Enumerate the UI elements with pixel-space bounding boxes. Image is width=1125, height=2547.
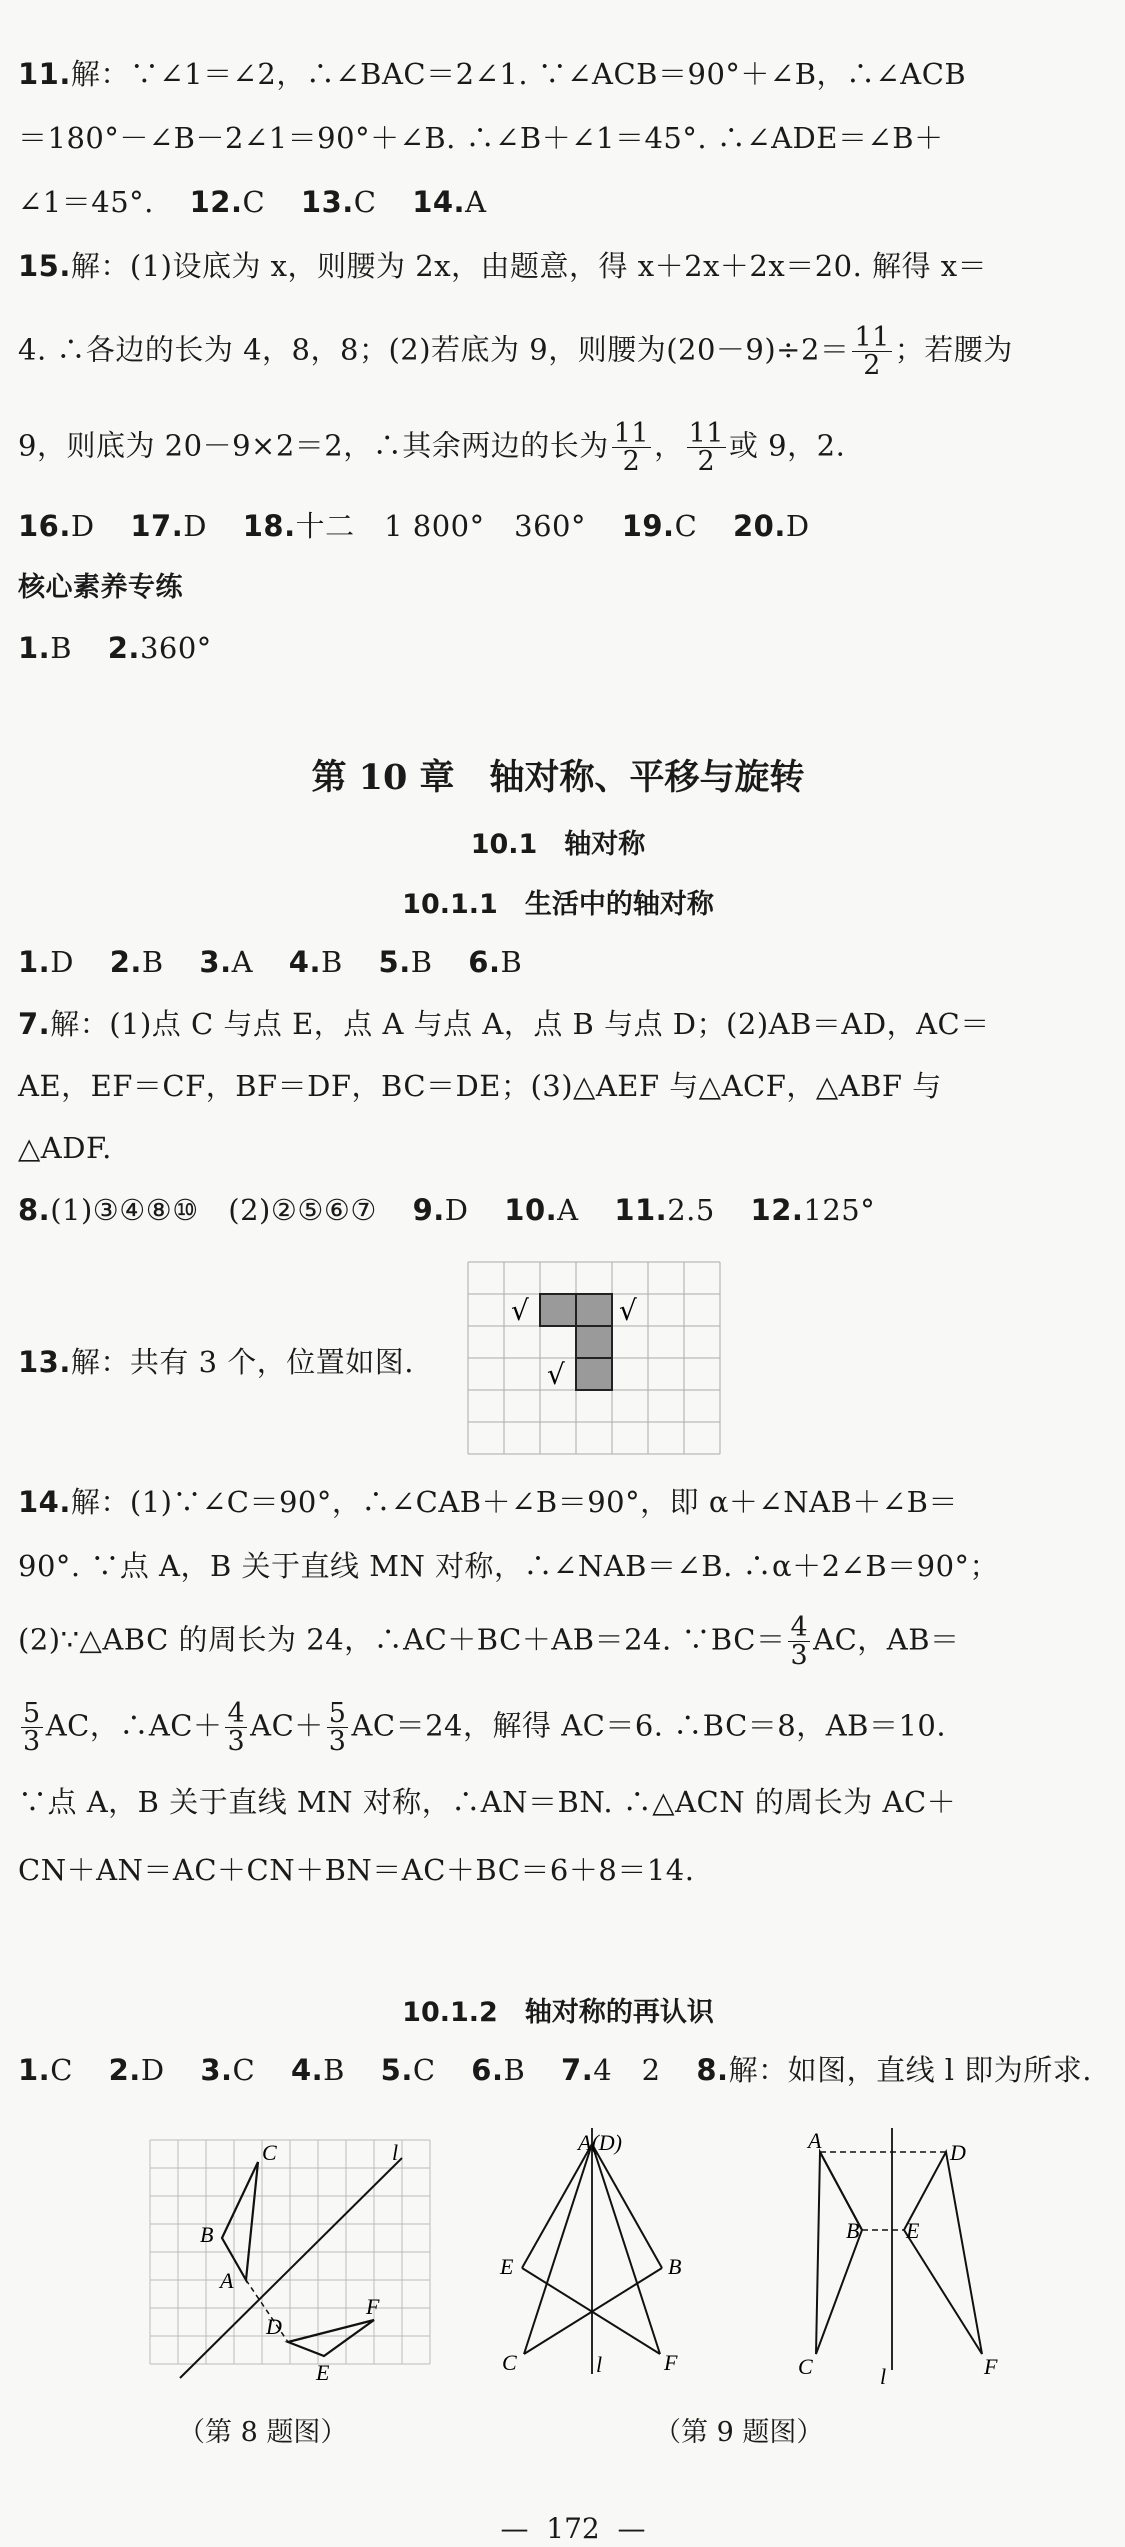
fraction: $\frac{5}{3}$	[23, 1698, 41, 1757]
p14-line2: 90°. ∵点 A，B 关于直线 MN 对称，∴∠NAB＝∠B. ∴α＋2∠B＝90°；	[18, 1549, 1000, 1583]
page-number-value: 172	[546, 2512, 600, 2545]
core-answers: 1.B 2.360°	[18, 631, 212, 665]
figure-8	[140, 2130, 440, 2400]
section-heading-core: 核心素养专练	[18, 572, 183, 603]
q11-text2: ＝180°－∠B－2∠1＝90°＋∠B. ∴∠B＋∠1＝45°. ∴∠ADE＝∠B＋	[18, 121, 944, 155]
label-l: l	[596, 2352, 603, 2377]
label-c: C	[502, 2350, 517, 2375]
label-c: C	[262, 2140, 277, 2165]
q12-number: 12.	[189, 185, 243, 219]
p11-line1	[18, 54, 966, 94]
p14-line6: CN＋AN＝AC＋CN＋BN＝AC＋BC＝6＋8＝14.	[18, 1853, 695, 1887]
label-f: F	[664, 2350, 678, 2375]
page-number: — 172 —	[500, 2512, 646, 2545]
label-f: F	[366, 2294, 380, 2319]
figure-9-right	[778, 2122, 1018, 2392]
p11-line2	[18, 118, 944, 158]
shaded-cell	[576, 1326, 612, 1358]
label-a: A	[808, 2128, 822, 2153]
answers-1-8: 1.C 2.D 3.C 4.B 5.C 6.B 7.4 2 8.解：如图，直线 l 即为所求.	[18, 2053, 1092, 2087]
label-a-d: A(D)	[578, 2130, 622, 2155]
fraction: $\frac{11}{2}$	[613, 418, 650, 477]
label-c: C	[798, 2354, 813, 2379]
label-l: l	[392, 2140, 399, 2165]
p7-line3: △ADF.	[18, 1131, 112, 1165]
p14-line3: (2)∵△ABC 的周长为 24，∴AC＋BC＋AB＝24. ∵BC＝ $\frac{4}{3}$ AC，AB＝	[18, 1612, 960, 1671]
q12-answer: C	[242, 185, 266, 219]
fraction: $\frac{11}{2}$	[688, 418, 724, 477]
p11-line3	[18, 182, 487, 222]
section-title-10-1-2: 10.1.2 轴对称的再认识	[402, 1997, 714, 2028]
label-d: D	[950, 2140, 966, 2165]
q15-number: 15.	[18, 249, 71, 283]
answers-1-6: 1.D 2.B 3.A 4.B 5.B 6.B	[18, 945, 523, 979]
p15-line3: 9，则底为 20－9×2＝2，∴其余两边的长为 $\frac{11}{2}$ ， $\frac{11}{2}$ 或 9，2.	[18, 418, 846, 477]
answers-8-12: 8.(1)③④⑧⑩ (2)②⑤⑥⑦ 9.D 10.A 11.2.5 12.125°	[18, 1193, 876, 1227]
fraction: $\frac{4}{3}$	[790, 1612, 809, 1671]
answer-page	[18, 0, 1098, 2547]
label-e: E	[500, 2254, 514, 2279]
p13-line: 13.解：共有 3 个，位置如图.	[18, 1345, 414, 1379]
check-mark: √	[619, 1294, 637, 1327]
label-e: E	[906, 2218, 920, 2243]
q14-number: 14.	[412, 185, 466, 219]
shaded-cell	[576, 1294, 612, 1326]
p14-line5: ∵点 A，B 关于直线 MN 对称，∴AN＝BN. ∴△ACN 的周长为 AC＋	[18, 1785, 957, 1819]
fraction: $\frac{5}{3}$	[328, 1698, 347, 1757]
q15-text4: 9，则底为 20－9×2＝2，∴其余两边的长为	[18, 428, 609, 463]
shape-def	[904, 2152, 982, 2354]
figure-9-left	[474, 2122, 704, 2392]
triangle-abc	[222, 2162, 258, 2280]
fraction: $\frac{11}{2}$	[854, 322, 890, 381]
grid-figure-13	[464, 1258, 724, 1458]
caption-fig-8: （第 8 题图）	[178, 2417, 348, 2448]
shaded-cell	[540, 1294, 576, 1326]
p14-line4: $\frac{5}{3}$ AC，∴AC＋ $\frac{4}{3}$ AC＋ $\frac{5}{3}$ AC＝24，解得 AC＝6. ∴BC＝8，AB＝10.	[23, 1698, 947, 1757]
check-mark: √	[511, 1294, 529, 1327]
label-b: B	[200, 2222, 214, 2247]
q15-text2: 4. ∴各边的长为 4，8，8；(2)若底为 9，则腰为(20－9)÷2＝	[18, 332, 850, 367]
section-title-10-1: 10.1 轴对称	[470, 829, 646, 860]
triangle-def	[288, 2320, 374, 2356]
p15-line2	[18, 324, 1013, 379]
q13-answer: C	[353, 185, 377, 219]
label-e: E	[316, 2360, 330, 2385]
label-b: B	[846, 2218, 860, 2243]
answers-16-20: 16.D 17.D 18.十二 1 800° 360° 19.C 20.D	[18, 509, 810, 543]
shaded-cell	[576, 1358, 612, 1390]
p15-line1	[18, 246, 987, 286]
p7-line2: AE，EF＝CF，BF＝DF，BC＝DE；(3)△AEF 与△ACF，△ABF 与	[18, 1069, 942, 1103]
q14-answer: A	[465, 185, 487, 219]
q15-text3: ；若腰为	[894, 332, 1013, 367]
q15-text1: 解：(1)设底为 x，则腰为 2x，由题意，得 x＋2x＋2x＝20. 解得 x＝	[70, 249, 988, 283]
q11-text1: 解：∵∠1＝∠2，∴∠BAC＝2∠1. ∵∠ACB＝90°＋∠B，∴∠ACB	[70, 57, 967, 91]
axis-line-l	[180, 2158, 402, 2378]
label-l: l	[880, 2364, 887, 2389]
chapter-title: 第 10 章 轴对称、平移与旋转	[311, 757, 805, 798]
caption-fig-9: （第 9 题图）	[654, 2417, 824, 2448]
q13-number: 13.	[300, 185, 354, 219]
check-mark: √	[547, 1358, 565, 1391]
q11-text3: ∠1＝45°.	[18, 185, 154, 219]
shape-abc	[816, 2152, 862, 2354]
section-title-10-1-1: 10.1.1 生活中的轴对称	[402, 889, 714, 920]
label-f: F	[984, 2354, 998, 2379]
fraction: $\frac{4}{3}$	[227, 1698, 246, 1757]
label-b: B	[668, 2254, 682, 2279]
p14-line1: 14.解：(1)∵∠C＝90°，∴∠CAB＋∠B＝90°，即 α＋∠NAB＋∠B＝	[18, 1485, 958, 1519]
q15-text5: 或 9，2.	[728, 428, 846, 463]
label-a: A	[220, 2268, 234, 2293]
q11-number: 11.	[18, 57, 71, 91]
p7-line1: 7.解：(1)点 C 与点 E，点 A 与点 A，点 B 与点 D；(2)AB＝AD，AC＝	[18, 1007, 990, 1041]
label-d: D	[266, 2314, 282, 2339]
